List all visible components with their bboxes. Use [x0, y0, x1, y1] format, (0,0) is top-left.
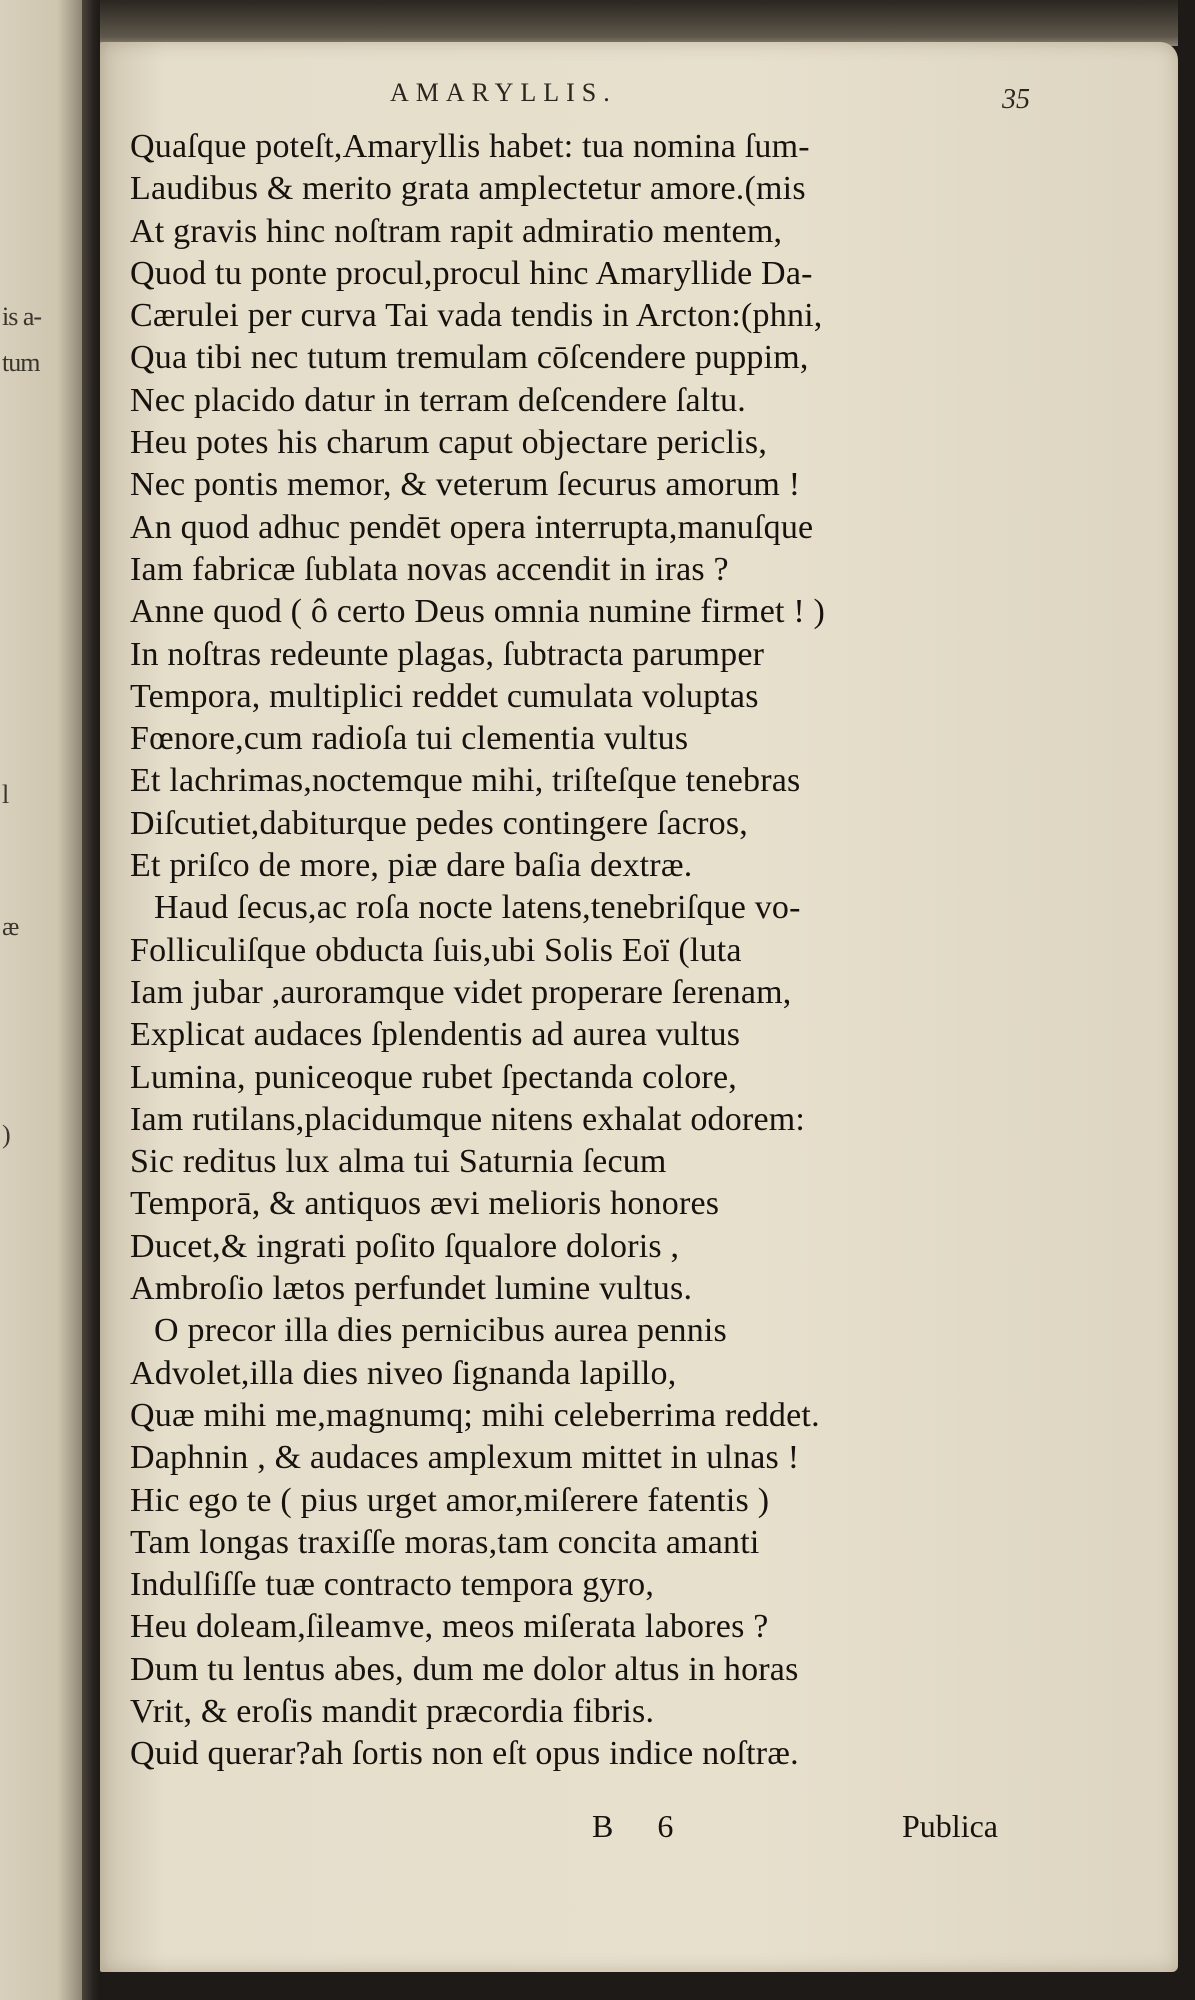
text-line: Folliculiſque obducta ſuis,ubi Solis Eoï (luta	[130, 931, 742, 969]
text-line: Sic reditus lux alma tui Saturnia ſecum	[130, 1143, 667, 1181]
facing-page-fragment: tum	[2, 348, 40, 377]
text-line: Cærulei per curva Tai vada tendis in Arcton:(phni,	[130, 297, 823, 335]
text-line: Haud ſecus,ac roſa nocte latens,tenebriſque vo-	[154, 889, 801, 927]
text-line: Iam rutilans,placidumque nitens exhalat odorem:	[130, 1100, 806, 1138]
text-line: Lumina, puniceoque rubet ſpectanda colore,	[130, 1058, 737, 1096]
text-line: Quid querar?ah ſortis non eſt opus indice noſtræ.	[130, 1735, 799, 1773]
text-line: Heu doleam,ſileamve, meos miſerata labores ?	[130, 1608, 769, 1646]
facing-page-fragment: is a-	[2, 302, 42, 331]
text-line: Nec placido datur in terram deſcendere ſaltu.	[130, 381, 746, 419]
text-line: Hic ego te ( pius urget amor,miſerere fatentis )	[130, 1481, 770, 1519]
book-gutter	[82, 0, 102, 2000]
text-line: Daphnin , & audaces amplexum mittet in ulnas !	[130, 1439, 800, 1477]
poem-text	[130, 126, 1070, 1776]
text-line: Tempora, multiplici reddet cumulata voluptas	[130, 677, 759, 715]
text-line: O precor illa dies pernicibus aurea pennis	[154, 1312, 727, 1350]
text-line: Laudibus & merito grata amplectetur amore.(mis	[130, 170, 806, 208]
text-line: Quaſque poteſt,Amaryllis habet: tua nomina ſum-	[130, 128, 810, 165]
text-line: Indulſiſſe tuæ contracto tempora gyro,	[130, 1566, 655, 1604]
text-line: Dum tu lentus abes, dum me dolor altus in horas	[130, 1650, 799, 1688]
text-line: An quod adhuc pendēt opera interrupta,manuſque	[130, 508, 814, 546]
facing-page-fragment: l	[2, 780, 9, 809]
text-line: Nec pontis memor, & veterum ſecurus amorum !	[130, 466, 801, 504]
text-line: Et priſco de more, piæ dare baſia dextræ.	[130, 847, 693, 885]
text-line: Et lachrimas,noctemque mihi, triſteſque tenebras	[130, 762, 801, 800]
text-line: Fœnore,cum radioſa tui clementia vultus	[130, 720, 689, 758]
running-title: AMARYLLIS.	[390, 78, 617, 107]
facing-page	[0, 0, 82, 2000]
text-line: Vrit, & eroſis mandit præcordia fibris.	[130, 1692, 655, 1730]
text-line: Anne quod ( ô certo Deus omnia numine firmet ! )	[130, 593, 826, 631]
page-top-edge	[100, 0, 1178, 46]
text-line: Heu potes his charum caput objectare periclis,	[130, 424, 768, 462]
catchword: Publica	[902, 1808, 998, 1844]
text-line: Iam fabricæ ſublata novas accendit in iras ?	[130, 550, 729, 588]
page-number: 35	[1002, 84, 1030, 115]
signature-mark: B 6	[592, 1808, 692, 1844]
facing-page-fragment: æ	[2, 912, 19, 941]
text-line: Ducet,& ingrati poſito ſqualore doloris ,	[130, 1227, 680, 1265]
text-line: Diſcutiet,dabiturque pedes contingere ſacros,	[130, 804, 748, 842]
text-line: Quod tu ponte procul,procul hinc Amaryllide Da-	[130, 254, 813, 292]
text-line: Advolet,illa dies niveo ſignanda lapillo,	[130, 1354, 677, 1392]
text-line: Tam longas traxiſſe moras,tam concita amanti	[130, 1523, 760, 1561]
text-line: Temporā, & antiquos ævi melioris honores	[130, 1185, 720, 1223]
text-line: At gravis hinc noſtram rapit admiratio mentem,	[130, 212, 783, 250]
facing-page-fragment: )	[2, 1120, 10, 1149]
text-line: Quæ mihi me,magnumq; mihi celeberrima reddet.	[130, 1396, 820, 1434]
text-line: Iam jubar ,auroramque videt properare ſerenam,	[130, 973, 792, 1011]
text-line: Ambroſio lætos perfundet lumine vultus.	[130, 1270, 693, 1308]
text-line: Qua tibi nec tutum tremulam cōſcendere puppim,	[130, 339, 809, 377]
text-line: In noſtras redeunte plagas, ſubtracta parumper	[130, 635, 765, 673]
text-line: Explicat audaces ſplendentis ad aurea vultus	[130, 1016, 741, 1054]
